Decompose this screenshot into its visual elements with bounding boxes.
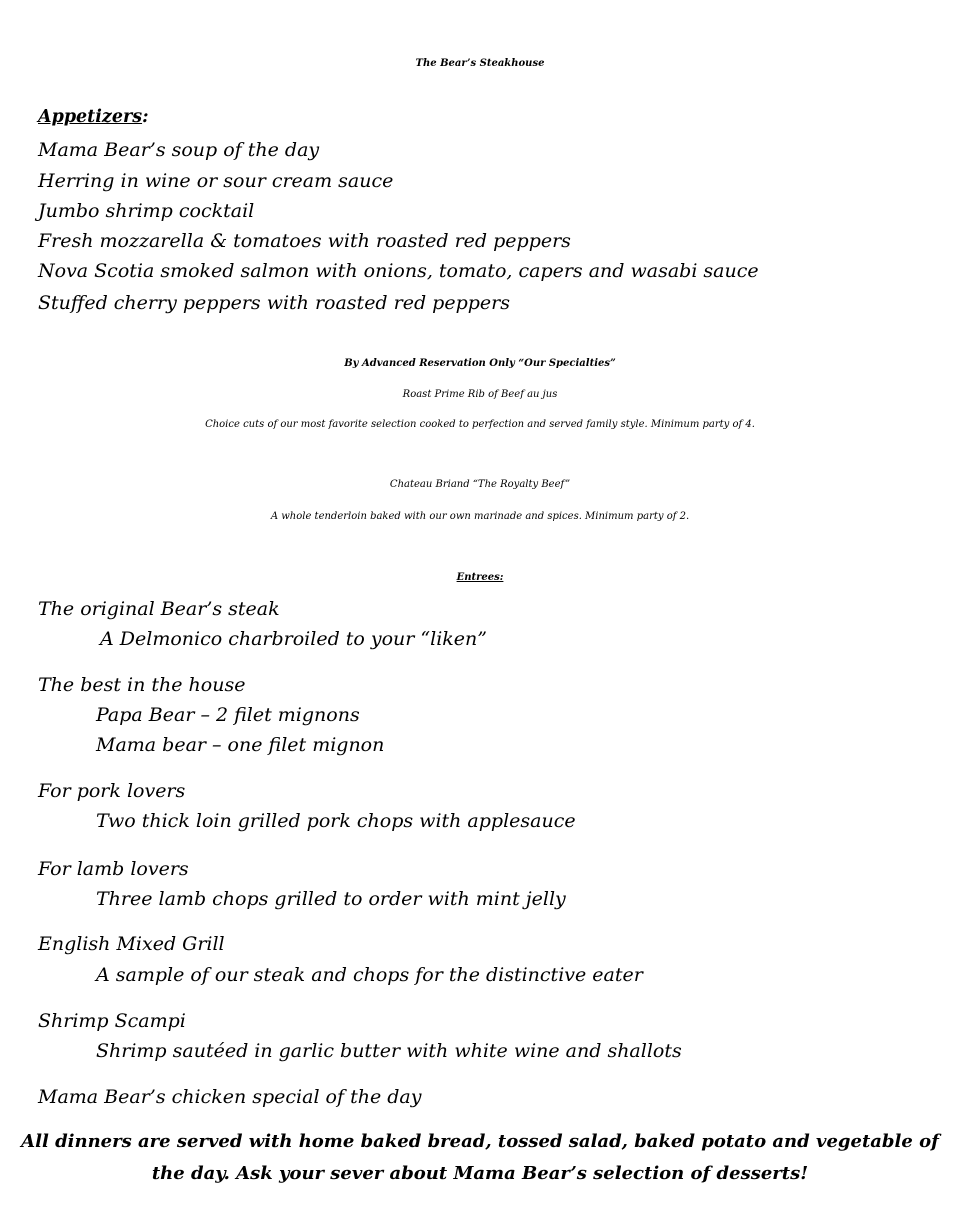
specialty-name: Roast Prime Rib of Beef au jus — [402, 389, 558, 400]
specialty-description: A whole tenderloin baked with our own marinade and spices. Minimum party of 2. — [270, 511, 690, 522]
entree-name: For pork lovers — [38, 780, 186, 802]
appetizer-item: Jumbo shrimp cocktail — [38, 200, 255, 222]
appetizer-item: Nova Scotia smoked salmon with onions, tomato, capers and wasabi sauce — [38, 260, 759, 282]
entree-name: Mama Bear’s chicken special of the day — [38, 1086, 422, 1108]
entree-detail: Three lamb chops grilled to order with mint jelly — [96, 888, 566, 910]
appetizer-item: Fresh mozzarella & tomatoes with roasted red peppers — [38, 230, 571, 252]
page-title: The Bear’s Steakhouse — [415, 58, 545, 69]
entree-name: The best in the house — [38, 674, 246, 696]
entrees-heading: Entrees: — [456, 572, 504, 583]
entree-detail: Shrimp sautéed in garlic butter with white wine and shallots — [96, 1040, 682, 1062]
entree-name: English Mixed Grill — [38, 933, 225, 955]
entree-name: The original Bear’s steak — [38, 598, 280, 620]
appetizer-item: Stuffed cherry peppers with roasted red peppers — [38, 292, 510, 314]
specialty-description: Choice cuts of our most favorite selection cooked to perfection and served family style. Minimum party of 4. — [205, 419, 755, 430]
entree-detail: A Delmonico charbroiled to your “liken” — [100, 628, 487, 650]
footer-note: All dinners are served with home baked bread, tossed salad, baked potato and vegetable of the day. Ask your sever about Mama Bear’s selection of desserts! — [21, 1131, 939, 1184]
entree-detail: Papa Bear – 2 filet mignons — [96, 704, 360, 726]
appetizer-item: Herring in wine or sour cream sauce — [38, 170, 394, 192]
entree-name: For lamb lovers — [38, 858, 189, 880]
entree-detail: A sample of our steak and chops for the distinctive eater — [96, 964, 643, 986]
appetizers-heading-label: Appetizers — [38, 107, 143, 127]
entree-detail: Two thick loin grilled pork chops with applesauce — [96, 810, 576, 832]
appetizers-heading-colon: : — [142, 107, 149, 127]
entree-name: Shrimp Scampi — [38, 1010, 186, 1032]
appetizers-heading — [38, 105, 149, 129]
entree-detail: Mama bear – one filet mignon — [96, 734, 385, 756]
specialty-name: Chateau Briand “The Royalty Beef” — [389, 479, 571, 490]
specialties-heading: By Advanced Reservation Only “Our Specialties” — [344, 358, 616, 369]
appetizer-item: Mama Bear’s soup of the day — [38, 139, 320, 161]
